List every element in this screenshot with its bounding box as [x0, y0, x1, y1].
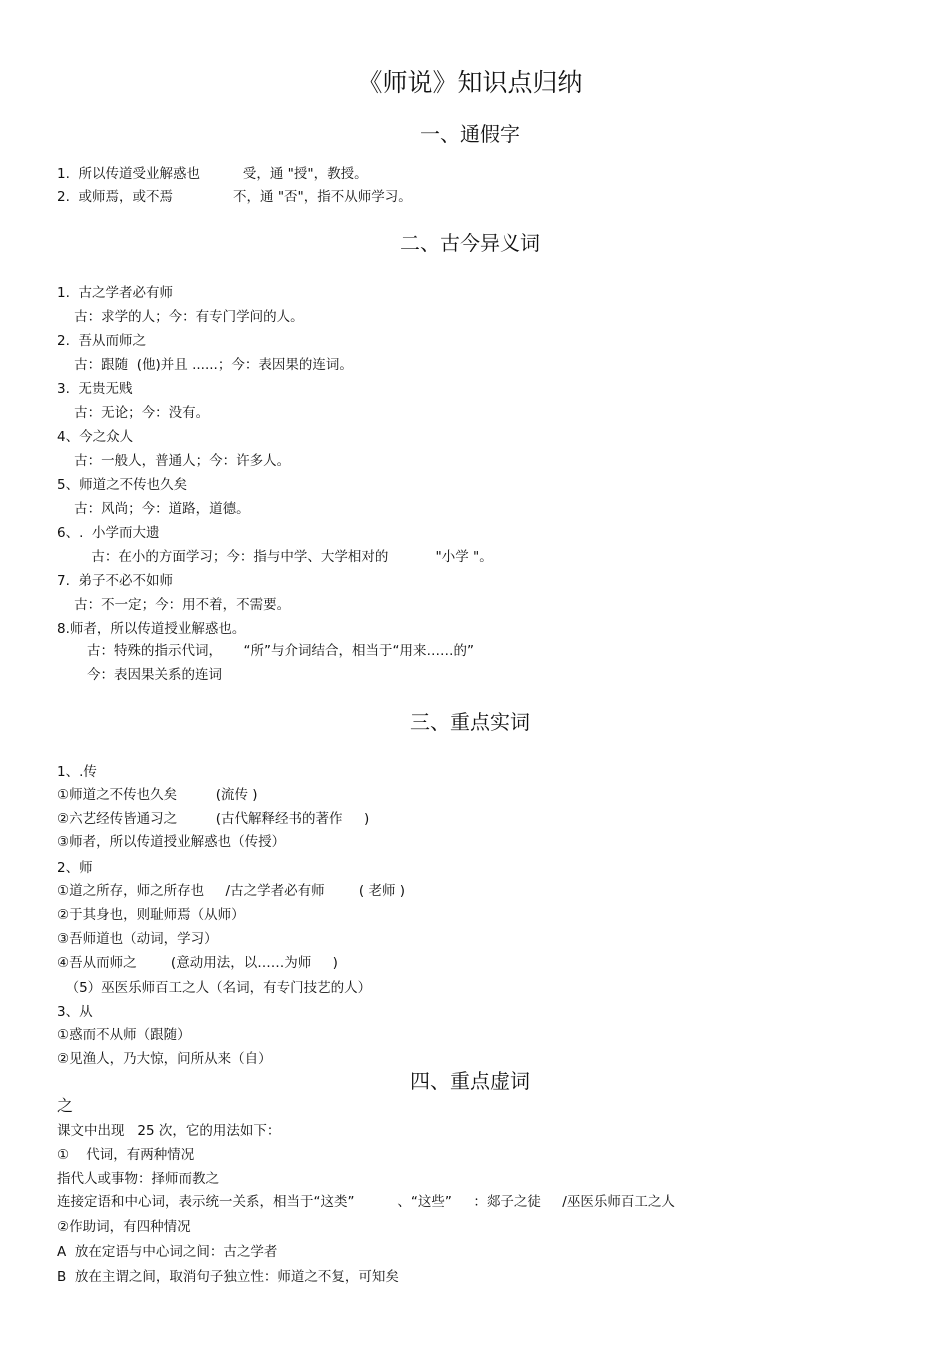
text-line: 1. 古之学者必有师 [57, 285, 173, 301]
text-line: ②作助词，有四种情况 [57, 1219, 191, 1235]
text-line: 古：在小的方面学习；今：指与中学、大学相对的 "小学 "。 [57, 549, 493, 565]
text-line: 8.师者，所以传道授业解惑也。 [57, 621, 246, 637]
section-heading-tongjiazi: 一、通假字 [420, 122, 520, 146]
text-line: 3. 无贵无贱 [57, 381, 133, 397]
text-line: 1. 所以传道受业解惑也 受，通 "授"，教授。 [57, 166, 368, 182]
text-line: ④吾从而师之 (意动用法，以……为师 ) [57, 955, 338, 971]
text-line: 4、今之众人 [57, 429, 134, 445]
text-line: 2、师 [57, 860, 93, 876]
text-line: 指代人或事物：择师而教之 [57, 1171, 219, 1187]
text-line: B 放在主谓之间，取消句子独立性：师道之不复，可知矣 [57, 1269, 399, 1285]
text-line: ③师者，所以传道授业解惑也（传授） [57, 834, 286, 850]
text-line: 古：特殊的指示代词， “所”与介词结合，相当于“用来……的” [57, 643, 474, 659]
text-line: 1、.传 [57, 764, 97, 780]
text-line: 连接定语和中心词，表示统一关系，相当于“这类” 、“这些” ：郯子之徒 /巫医乐师百工之人 [57, 1194, 675, 1210]
text-line: 古：一般人，普通人；今：许多人。 [57, 453, 291, 469]
text-line: 古：不一定；今：用不着，不需要。 [57, 597, 291, 613]
text-line: 古：跟随 (他)并且 ......；今：表因果的连词。 [57, 357, 353, 373]
section-heading-xuci: 四、重点虚词 [410, 1069, 530, 1093]
text-line: ②六艺经传皆通习之 (古代解释经书的著作 ) [57, 811, 370, 827]
text-line: 6、. 小学而大遗 [57, 525, 160, 541]
text-line: 古：求学的人；今：有专门学问的人。 [57, 309, 304, 325]
text-line: ③吾师道也（动词，学习） [57, 931, 218, 947]
text-line: 2. 或师焉，或不焉 不，通 "否"，指不从师学习。 [57, 189, 412, 205]
text-line: ②见渔人，乃大惊，问所从来（自） [57, 1051, 272, 1067]
text-line: 今：表因果关系的连词 [57, 667, 223, 683]
text-line: ①道之所存，师之所存也 /古之学者必有师 ( 老师 ) [57, 883, 406, 899]
page-title: 《师说》知识点归纳 [357, 68, 583, 97]
text-line: 3、从 [57, 1004, 93, 1020]
text-line: 7. 弟子不必不如师 [57, 573, 173, 589]
text-line: 之 [57, 1096, 74, 1115]
text-line: ① 代词，有两种情况 [57, 1147, 195, 1163]
text-line: 课文中出现 25 次，它的用法如下： [57, 1123, 281, 1139]
section-heading-shici: 三、重点实词 [410, 710, 530, 734]
text-line: ②于其身也，则耻师焉（从师） [57, 907, 245, 923]
text-line: 古：风尚；今：道路，道德。 [57, 501, 250, 517]
text-line: （5）巫医乐师百工之人（名词，有专门技艺的人） [57, 980, 372, 996]
text-line: 5、师道之不传也久矣 [57, 477, 188, 493]
text-line: A 放在定语与中心词之间：古之学者 [57, 1244, 278, 1260]
section-heading-gujin: 二、古今异义词 [400, 231, 540, 255]
text-line: 2. 吾从而师之 [57, 333, 146, 349]
text-line: ①师道之不传也久矣 (流传 ) [57, 787, 258, 803]
text-line: ①惑而不从师（跟随） [57, 1027, 191, 1043]
text-line: 古：无论；今：没有。 [57, 405, 210, 421]
